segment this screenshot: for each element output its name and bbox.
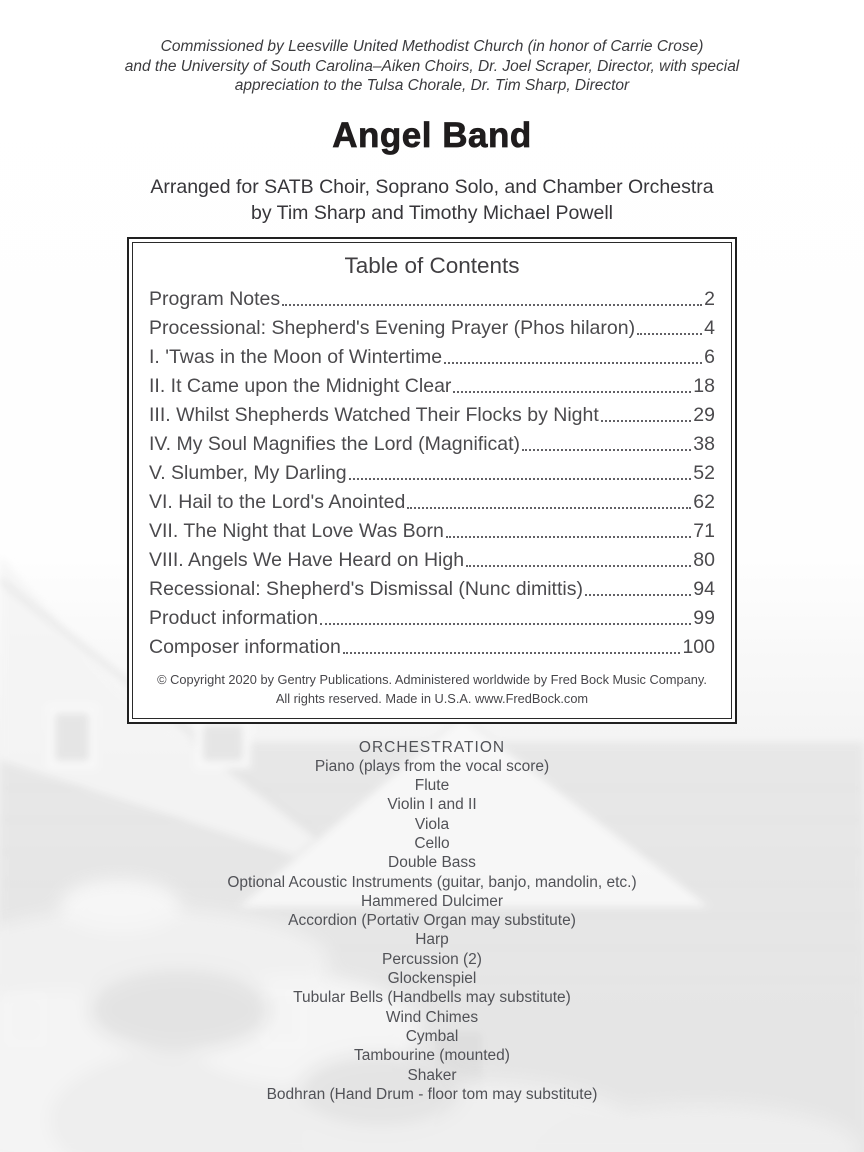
toc-entry-title: VI. Hail to the Lord's Anointed bbox=[149, 490, 406, 513]
toc-entry-title: VIII. Angels We Have Heard on High bbox=[149, 548, 465, 571]
orchestration-item: Violin I and II bbox=[387, 796, 477, 814]
dot-leader bbox=[349, 459, 692, 480]
toc-entry-title: II. It Came upon the Midnight Clear bbox=[149, 374, 452, 397]
toc-entry bbox=[149, 575, 715, 604]
page-title: Angel Band bbox=[332, 115, 532, 155]
dot-leader bbox=[453, 372, 691, 393]
toc-entry-title: V. Slumber, My Darling bbox=[149, 461, 347, 484]
toc-entry-title: I. 'Twas in the Moon of Wintertime bbox=[149, 345, 443, 368]
dot-leader bbox=[282, 285, 702, 306]
orchestration-list bbox=[0, 757, 864, 1104]
toc-entry bbox=[149, 343, 715, 372]
dot-leader bbox=[343, 633, 681, 654]
dot-leader bbox=[466, 546, 691, 567]
toc-entry-page-number: 99 bbox=[693, 606, 715, 629]
toc-entry bbox=[149, 401, 715, 430]
orchestration-item: Viola bbox=[414, 815, 450, 833]
orchestration-heading: ORCHESTRATION bbox=[358, 738, 506, 756]
orchestration-section bbox=[0, 738, 864, 1105]
commission-line: Commissioned by Leesville United Methodist Church (in honor of Carrie Crose) bbox=[160, 38, 704, 55]
orchestration-item: Flute bbox=[414, 777, 450, 795]
dot-leader bbox=[407, 488, 691, 509]
toc-list bbox=[149, 285, 715, 662]
dot-leader bbox=[446, 517, 691, 538]
toc-entry-title: Program Notes bbox=[149, 287, 281, 310]
toc-entry bbox=[149, 285, 715, 314]
toc-entry bbox=[149, 314, 715, 343]
orchestration-item: Percussion (2) bbox=[382, 950, 482, 968]
toc-entry bbox=[149, 430, 715, 459]
toc-entry-title: Composer information bbox=[149, 635, 341, 658]
toc-entry-title: Processional: Shepherd's Evening Prayer (Phos hilaron) bbox=[149, 316, 636, 339]
toc-entry-page-number: 71 bbox=[693, 519, 715, 542]
subtitle-line: Arranged for SATB Choir, Soprano Solo, and Chamber Orchestra bbox=[150, 175, 714, 198]
toc-entry-page-number: 29 bbox=[693, 403, 715, 426]
toc-entry-title: Recessional: Shepherd's Dismissal (Nunc dimittis) bbox=[149, 577, 583, 600]
toc-entry-page-number: 4 bbox=[704, 316, 715, 339]
orchestration-item: Bodhran (Hand Drum - floor tom may substitute) bbox=[266, 1085, 598, 1103]
orchestration-item: Accordion (Portativ Organ may substitute) bbox=[288, 912, 576, 930]
toc-entry bbox=[149, 488, 715, 517]
dot-leader bbox=[637, 314, 702, 335]
commission-note bbox=[0, 0, 864, 96]
copyright-line: All rights reserved. Made in U.S.A. www.FredBock.com bbox=[275, 690, 589, 706]
toc-entry-page-number: 62 bbox=[693, 490, 715, 513]
copyright-notice bbox=[149, 670, 715, 708]
dot-leader bbox=[585, 575, 691, 596]
toc-entry bbox=[149, 604, 715, 633]
toc-entry bbox=[149, 517, 715, 546]
orchestration-item: Piano (plays from the vocal score) bbox=[314, 757, 550, 775]
commission-line: appreciation to the Tulsa Chorale, Dr. Tim Sharp, Director bbox=[234, 77, 630, 94]
orchestration-item: Shaker bbox=[407, 1066, 457, 1084]
toc-entry-page-number: 94 bbox=[693, 577, 715, 600]
toc-entry bbox=[149, 633, 715, 662]
commission-line: and the University of South Carolina–Aiken Choirs, Dr. Joel Scraper, Director, with special bbox=[124, 57, 740, 75]
toc-entry bbox=[149, 459, 715, 488]
toc-entry-page-number: 100 bbox=[682, 635, 715, 658]
orchestration-item: Double Bass bbox=[388, 854, 476, 872]
dot-leader bbox=[320, 604, 691, 625]
subtitle-line: by Tim Sharp and Timothy Michael Powell bbox=[251, 201, 613, 224]
table-of-contents-inner-frame bbox=[132, 242, 732, 719]
toc-entry-page-number: 6 bbox=[704, 345, 715, 368]
orchestration-item: Optional Acoustic Instruments (guitar, banjo, mandolin, etc.) bbox=[227, 873, 637, 891]
toc-entry-title: IV. My Soul Magnifies the Lord (Magnificat) bbox=[149, 432, 521, 455]
toc-entry-page-number: 52 bbox=[693, 461, 715, 484]
toc-entry-page-number: 80 bbox=[693, 548, 715, 571]
toc-entry-title: III. Whilst Shepherds Watched Their Flocks by Night bbox=[149, 403, 599, 426]
copyright-line: © Copyright 2020 by Gentry Publications. Administered worldwide by Fred Bock Music Company. bbox=[157, 671, 707, 687]
table-of-contents-box bbox=[127, 237, 737, 724]
toc-entry-page-number: 18 bbox=[693, 374, 715, 397]
orchestration-item: Cello bbox=[414, 834, 450, 852]
orchestration-item: Cymbal bbox=[405, 1027, 459, 1045]
toc-entry-title: VII. The Night that Love Was Born bbox=[149, 519, 444, 542]
orchestration-item: Glockenspiel bbox=[387, 970, 477, 988]
dot-leader bbox=[601, 401, 692, 422]
toc-entry bbox=[149, 546, 715, 575]
toc-entry-page-number: 2 bbox=[704, 287, 715, 310]
orchestration-item: Tubular Bells (Handbells may substitute) bbox=[293, 989, 571, 1007]
orchestration-item: Hammered Dulcimer bbox=[360, 892, 504, 910]
orchestration-item: Tambourine (mounted) bbox=[354, 1047, 510, 1065]
dot-leader bbox=[444, 343, 702, 364]
toc-heading: Table of Contents bbox=[344, 252, 520, 278]
orchestration-item: Harp bbox=[415, 931, 449, 949]
dot-leader bbox=[522, 430, 691, 451]
toc-entry bbox=[149, 372, 715, 401]
toc-entry-title: Product information bbox=[149, 606, 319, 629]
toc-entry-page-number: 38 bbox=[693, 432, 715, 455]
orchestration-item: Wind Chimes bbox=[385, 1008, 479, 1026]
arrangement-subtitle bbox=[0, 174, 864, 226]
